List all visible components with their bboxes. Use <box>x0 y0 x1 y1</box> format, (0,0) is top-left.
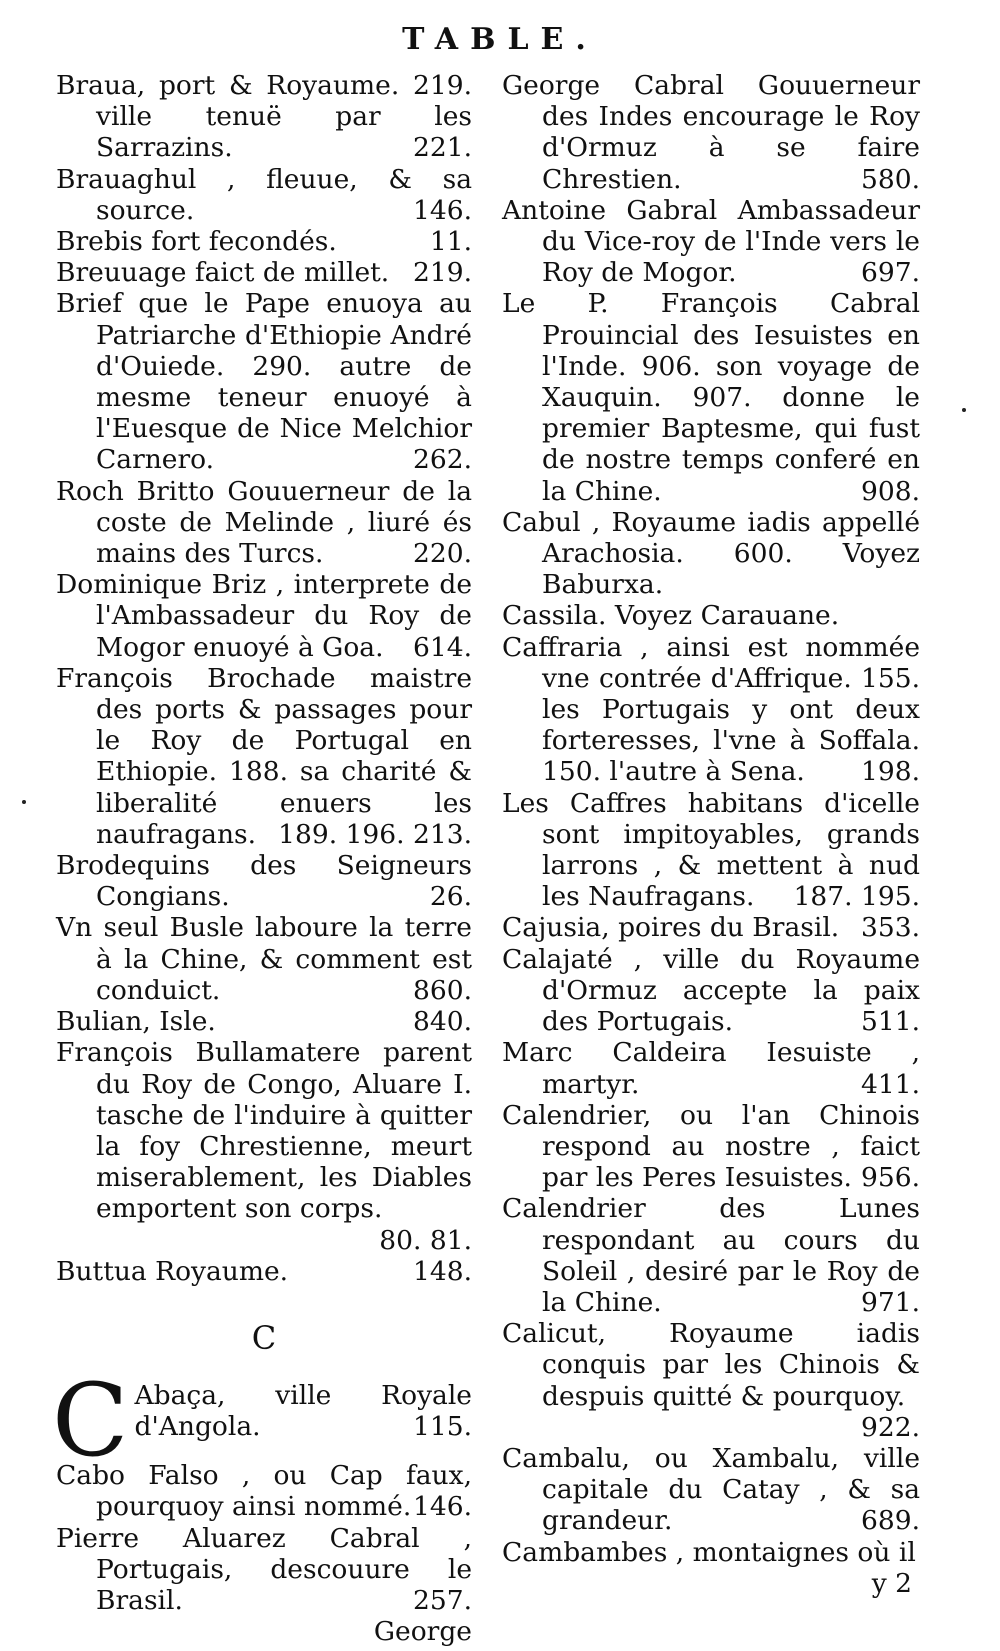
entry-page-ref: 689. <box>860 1505 920 1537</box>
entry-page-ref: 411. <box>860 1068 920 1100</box>
entry-text: Brief que le Pape enuoya au Patriarche d'Ethiopie André d'Ouiede. 290. autre de mesme teneur enuoyé à l'Euesque de Nice Melchior Carnero. <box>56 288 472 476</box>
dropcap-entry <box>52 1362 472 1480</box>
index-entry <box>502 507 920 601</box>
entry-page-ref: 922. <box>860 1411 920 1443</box>
entry-text: Bulian, Isle. <box>56 1006 216 1038</box>
index-entry <box>56 70 472 164</box>
entry-page-ref: 220. <box>412 538 472 570</box>
entry-page-ref: 146. <box>412 1491 472 1523</box>
right-column <box>502 70 920 1599</box>
entry-text: George Cabral Gouuerneur des Indes encourage le Roy d'Ormuz à se faire Chrestien. <box>502 70 920 195</box>
entry-text: Calendrier des Lunes respondant au cours du Soleil , desiré par le Roy de la Chine. <box>502 1193 920 1318</box>
entry-page-ref: 580. <box>860 163 920 195</box>
dropcap-entry-text: Abaça, ville Royale d'Angola. <box>134 1380 472 1443</box>
page-header: TABLE. <box>402 22 598 57</box>
entry-page-ref: 353. <box>860 912 920 944</box>
entry-text: Cassila. Voyez Carauane. <box>502 600 840 632</box>
index-entry <box>502 1037 920 1099</box>
entry-page-ref: 80. 81. <box>379 1224 472 1256</box>
section-letter: C <box>251 1318 277 1357</box>
ink-speck <box>962 408 966 412</box>
entry-page-ref: 971. <box>860 1286 920 1318</box>
entry-text: Cambalu, ou Xambalu, ville capitale du Catay , & sa grandeur. <box>502 1442 920 1537</box>
index-entry <box>56 1037 472 1255</box>
entry-text: Marc Caldeira Iesuiste , martyr. <box>502 1037 920 1100</box>
index-entry <box>502 1537 920 1568</box>
index-entry <box>56 288 472 475</box>
index-entry <box>56 164 472 226</box>
entry-page-ref: 956. <box>860 1162 920 1194</box>
signature-mark: y 2 <box>871 1567 912 1599</box>
dropcap-entry-page: 115. <box>412 1411 472 1443</box>
entry-text: Les Caffres habitans d'icelle sont impitoyables, grands larrons , & mettent à nud les Naufragans. <box>502 787 920 913</box>
left-entries-after <box>56 1460 472 1616</box>
index-entry <box>502 70 920 195</box>
entry-text: François Brochade maistre des ports & passages pour le Roy de Portugal en Ethiopie. 188. sa charité & liberalité enuers les naufragans. <box>56 662 472 850</box>
index-entry <box>502 1193 920 1318</box>
entry-text: Brebis fort fecondés. <box>56 226 337 258</box>
entry-text: Cabul , Royaume iadis appellé Arachosia. 600. Voyez Baburxa. <box>502 506 920 601</box>
entry-page-ref: 219. <box>412 257 472 289</box>
entry-page-ref: 511. <box>860 1006 920 1038</box>
entry-page-ref: 262. <box>412 444 472 476</box>
entry-text: Cambambes , montaignes où il <box>502 1536 916 1568</box>
catchword: George <box>373 1616 472 1648</box>
index-entry <box>502 1318 920 1443</box>
entry-page-ref: 614. <box>412 631 472 663</box>
entry-text: Caffraria , ainsi est nommée vne contrée d'Affrique. 155. les Portugais y ont deux forteresses, l'vne à Soffala. 150. l'autre à Sena. <box>502 631 920 788</box>
entry-text: François Bullamatere parent du Roy de Congo, Aluare I. tasche de l'induire à quitter la foy Chrestienne, meurt miserablement, les Diables emportent son corps. <box>56 1037 472 1225</box>
left-entries <box>56 70 472 1287</box>
entry-text: Calicut, Royaume iadis conquis par les Chinois & despuis quitté & pourquoy. <box>502 1318 920 1412</box>
entry-text: Cajusia, poires du Brasil. <box>502 912 840 944</box>
index-entry <box>56 850 472 912</box>
entry-page-ref: 908. <box>860 475 920 507</box>
index-entry <box>56 1460 472 1522</box>
entry-page-ref: 198. <box>860 756 920 788</box>
entry-text: Dominique Briz , interprete de l'Ambassadeur du Roy de Mogor enuoyé à Goa. <box>56 569 472 663</box>
index-entry <box>502 195 920 289</box>
index-entry <box>502 1100 920 1194</box>
entry-text: Pierre Aluarez Cabral , Portugais, descouure le Brasil. <box>56 1522 472 1616</box>
index-entry <box>56 257 472 288</box>
entry-page-ref: 148. <box>412 1255 472 1287</box>
entry-page-ref: 257. <box>412 1584 472 1616</box>
ink-speck <box>22 800 26 804</box>
entry-page-ref: 221. <box>412 132 472 164</box>
entry-text: Vn seul Busle laboure la terre à la Chine, & comment est conduict. <box>56 912 472 1006</box>
entry-text: Braua, port & Royaume. 219. ville tenuë par les Sarrazins. <box>56 70 472 164</box>
entry-page-ref: 697. <box>860 257 920 289</box>
index-entry <box>502 944 920 1038</box>
index-entry <box>56 912 472 1006</box>
left-column <box>52 70 472 1648</box>
entry-text: Buttua Royaume. <box>56 1255 289 1287</box>
index-entry <box>56 226 472 257</box>
entry-text: Brauaghul , fleuue, & sa source. <box>56 163 472 226</box>
entry-page-ref: 840. <box>412 1006 472 1038</box>
index-entry <box>502 788 920 913</box>
entry-page-ref: 189. 196. 213. <box>278 818 472 850</box>
right-entries <box>502 70 920 1568</box>
entry-text: Cabo Falso , ou Cap faux, pourquoy ainsi nommé. <box>56 1460 472 1523</box>
index-entry <box>56 663 472 850</box>
entry-page-ref: 187. 195. <box>793 881 920 913</box>
entry-text: Calajaté , ville du Royaume d'Ormuz accepte la paix des Portugais. <box>502 943 920 1038</box>
index-entry <box>56 476 472 570</box>
index-entry <box>502 912 920 943</box>
index-entry <box>56 1256 472 1287</box>
index-entry <box>502 600 920 631</box>
entry-page-ref: 860. <box>412 974 472 1006</box>
entry-text: Brodequins des Seigneurs Congians. <box>56 850 472 913</box>
entry-text: Antoine Gabral Ambassadeur du Vice-roy de l'Inde vers le Roy de Mogor. <box>502 194 920 289</box>
entry-page-ref: 11. <box>429 226 472 258</box>
index-entry <box>502 1443 920 1537</box>
entry-page-ref: 26. <box>429 881 472 913</box>
index-entry <box>56 1006 472 1037</box>
index-entry <box>56 569 472 663</box>
entry-text: Le P. François Cabral Prouincial des Iesuistes en l'Inde. 906. son voyage de Xauquin. 907. donne le premier Baptesme, qui fust de nostre temps conferé en la Chine. <box>502 288 920 507</box>
index-entry <box>56 1523 472 1617</box>
index-entry <box>502 632 920 788</box>
entry-page-ref: 146. <box>412 194 472 226</box>
dropcap-letter: C <box>52 1362 129 1480</box>
entry-text: Breuuage faict de millet. <box>56 257 390 289</box>
entry-text: Roch Britto Gouuerneur de la coste de Melinde , liuré és mains des Turcs. <box>56 475 472 570</box>
index-entry <box>502 288 920 506</box>
entry-text: Calendrier, ou l'an Chinois respond au nostre , faict par les Peres Iesuistes. <box>502 1099 920 1194</box>
